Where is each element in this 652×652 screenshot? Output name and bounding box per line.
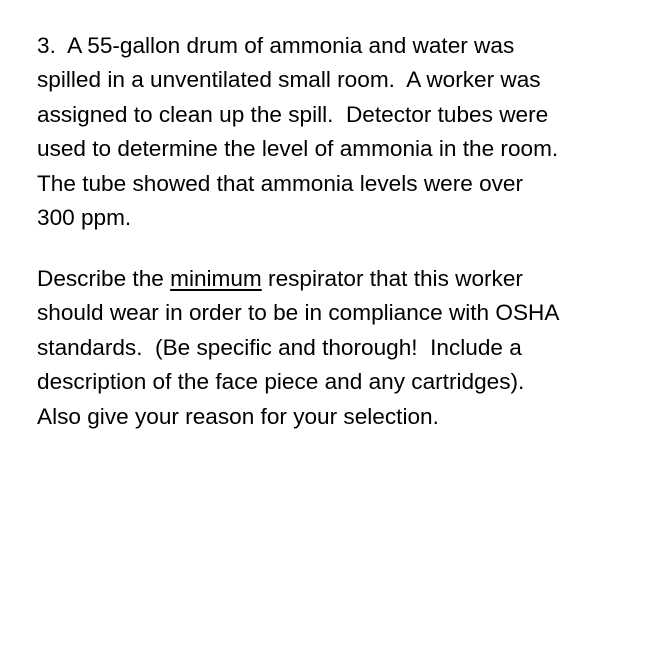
text-line: assigned to clean up the spill. Detector tubes were bbox=[37, 101, 549, 127]
text-line: description of the face piece and any cartridges). bbox=[37, 369, 525, 395]
text-line: 3. A 55-gallon drum of ammonia and water was bbox=[37, 33, 515, 58]
text-line bbox=[37, 262, 637, 296]
text-line: used to determine the level of ammonia in the room. bbox=[37, 136, 559, 162]
text-line: The tube showed that ammonia levels were over bbox=[37, 170, 524, 196]
question-paragraph-scenario bbox=[37, 29, 637, 235]
text-segment: respirator that this worker bbox=[261, 266, 523, 291]
text-line: should wear in order to be in compliance with OSHA bbox=[37, 300, 560, 326]
underlined-emphasis: minimum bbox=[170, 266, 262, 291]
text-line: Also give your reason for your selection. bbox=[37, 403, 439, 429]
question-paragraph-instructions bbox=[37, 262, 637, 434]
text-line: standards. (Be specific and thorough! Include a bbox=[37, 334, 522, 360]
text-line: 300 ppm. bbox=[37, 205, 132, 231]
text-segment: Describe the bbox=[37, 266, 171, 291]
text-line: spilled in a unventilated small room. A worker was bbox=[37, 67, 541, 93]
